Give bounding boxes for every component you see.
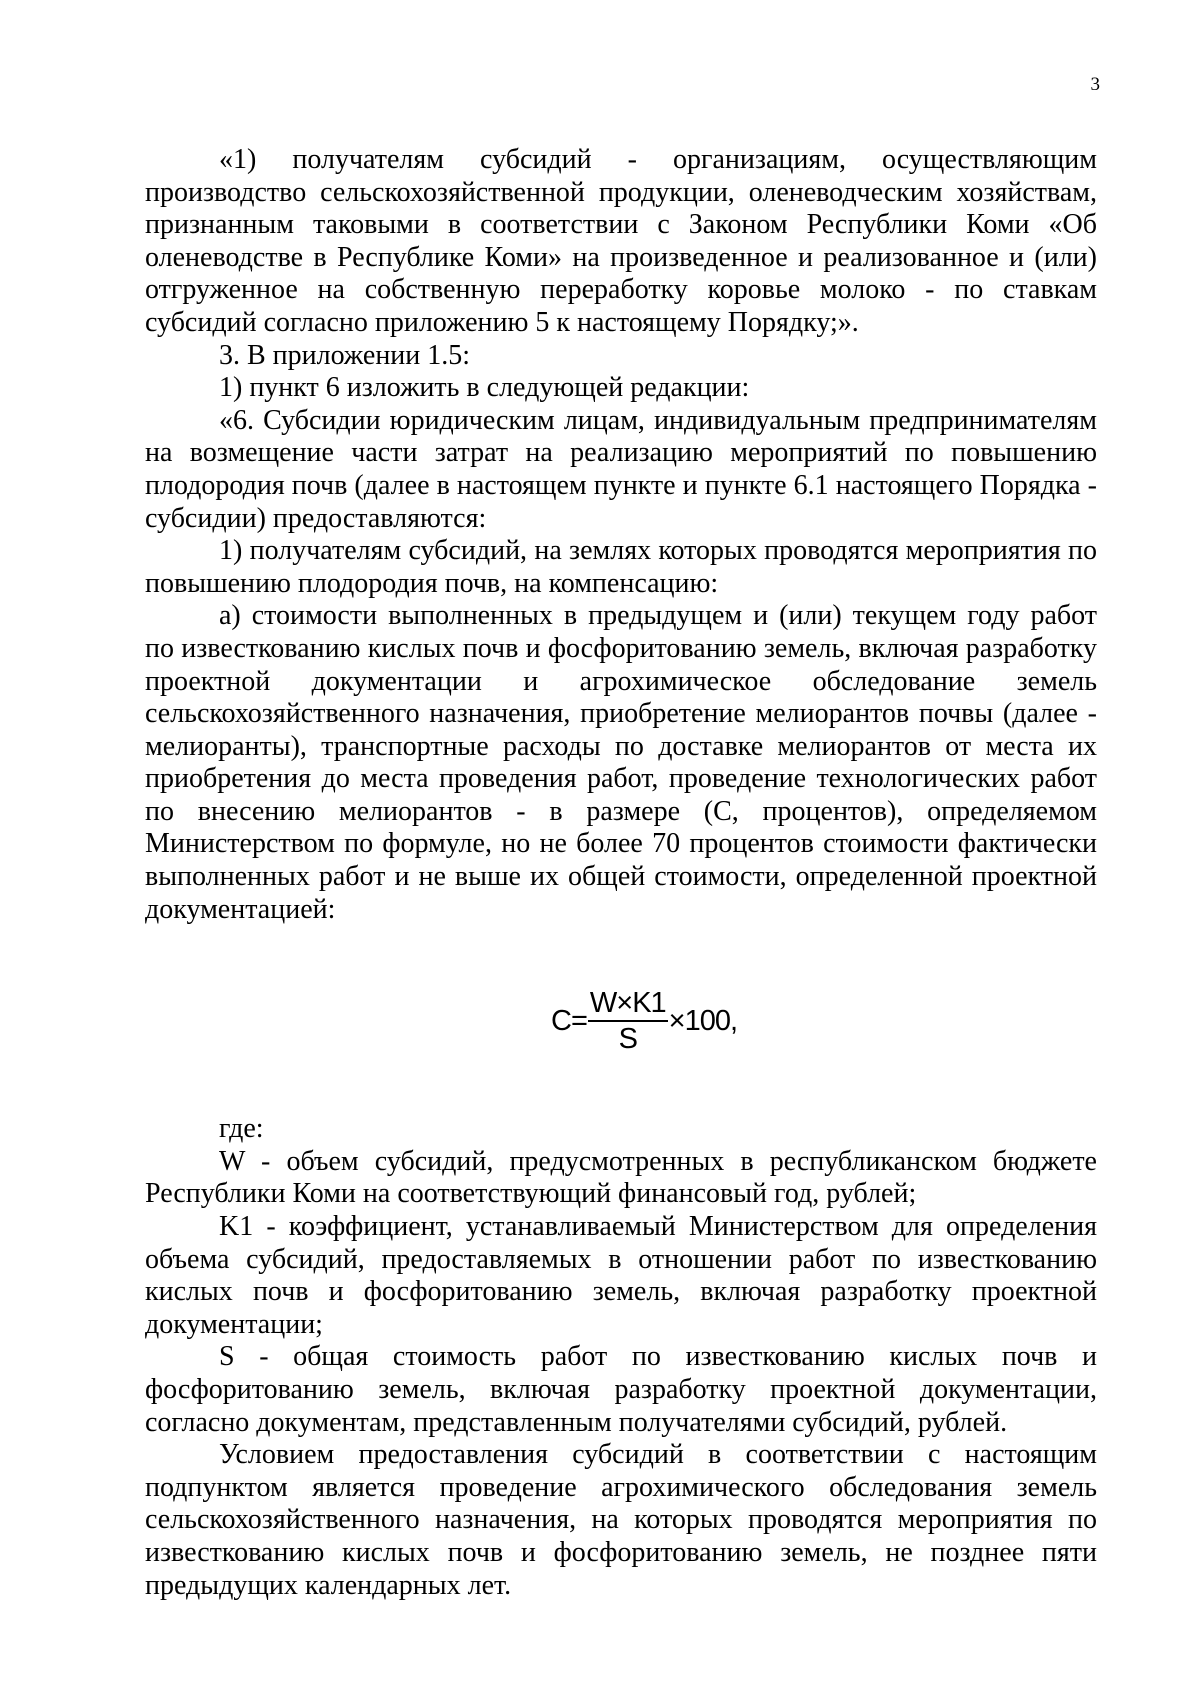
page-number: 3 bbox=[1090, 74, 1100, 95]
formula-lhs: C= bbox=[551, 1004, 587, 1037]
paragraph-item-6-amendment: 1) пункт 6 изложить в следующей редакции: bbox=[219, 372, 750, 404]
paragraph-subsidy-recipients-milk: «1) получателям субсидий - организациям, осуществляющим производство сельскохозяйственной продукции, оленеводческим хозяйствам, признанным таковыми в соответствии с Законом Республики Коми «Об оленеводстве в Республике Коми» на произведенное и реализованное и (или) отгруженное на собственную переработку коровье молоко - по ставкам субсидий согласно приложению 5 к настоящему Порядку;». bbox=[145, 144, 1097, 338]
paragraph-item-6-subsidies: «6. Субсидии юридическим лицам, индивидуальным предпринимателям на возмещение части затрат на реализацию мероприятий по повышению плодородия почв (далее в настоящем пункте и пункте 6.1 настоящего Порядка - субсидии) предоставляются: bbox=[145, 404, 1097, 534]
paragraph-appendix-1-5: 3. В приложении 1.5: bbox=[219, 339, 471, 371]
formula-fraction bbox=[588, 987, 668, 1055]
subsidy-formula bbox=[145, 983, 1097, 1059]
paragraph-where: где: bbox=[219, 1113, 264, 1145]
formula-denominator: S bbox=[618, 1023, 637, 1056]
paragraph-definition-w: W - объем субсидий, предусмотренных в республиканском бюджете Республики Коми на соответствующий финансовый год, рублей; bbox=[145, 1145, 1097, 1210]
formula-expression bbox=[551, 983, 737, 1059]
paragraph-condition: Условием предоставления субсидий в соответствии с настоящим подпунктом является проведение агрохимического обследования земель сельскохозяйственного назначения, на которых проводятся мероприятия по известкованию кислых почв и фосфоритованию земель, не позднее пяти предыдущих календарных лет. bbox=[145, 1439, 1097, 1601]
document-body bbox=[145, 144, 1097, 1602]
paragraph-definition-k1: K1 - коэффициент, устанавливаемый Министерством для определения объема субсидий, предоставляемых в отношении работ по известкованию кислых почв и фосфоритованию земель, включая разработку проектной документации; bbox=[145, 1211, 1097, 1340]
paragraph-subitem-a-cost: а) стоимости выполненных в предыдущем и (или) текущем году работ по известкованию кислых почв и фосфоритованию земель, включая разработку проектной документации и агрохимическое обследование земель сельскохозяйственного назначения, приобретение мелиорантов почвы (далее - мелиоранты), транспортные расходы по доставке мелиорантов от места их приобретения до места проведения работ, проведение технологических работ по внесению мелиорантов - в размере (С, процентов), определяемом Министерством по формуле, но не более 70 процентов стоимости фактически выполненных работ и не выше их общей стоимости, определенной проектной документацией: bbox=[145, 600, 1097, 925]
paragraph-definition-s: S - общая стоимость работ по известкованию кислых почв и фосфоритованию земель, включая разработку проектной документации, согласно документам, представленным получателями субсидий, рублей. bbox=[145, 1341, 1097, 1438]
formula-numerator: W×K1 bbox=[589, 987, 666, 1020]
paragraph-recipients-soil-fertility: 1) получателям субсидий, на землях которых проводятся мероприятия по повышению плодородия почв, на компенсацию: bbox=[145, 535, 1097, 599]
formula-tail: ×100, bbox=[668, 1004, 738, 1037]
